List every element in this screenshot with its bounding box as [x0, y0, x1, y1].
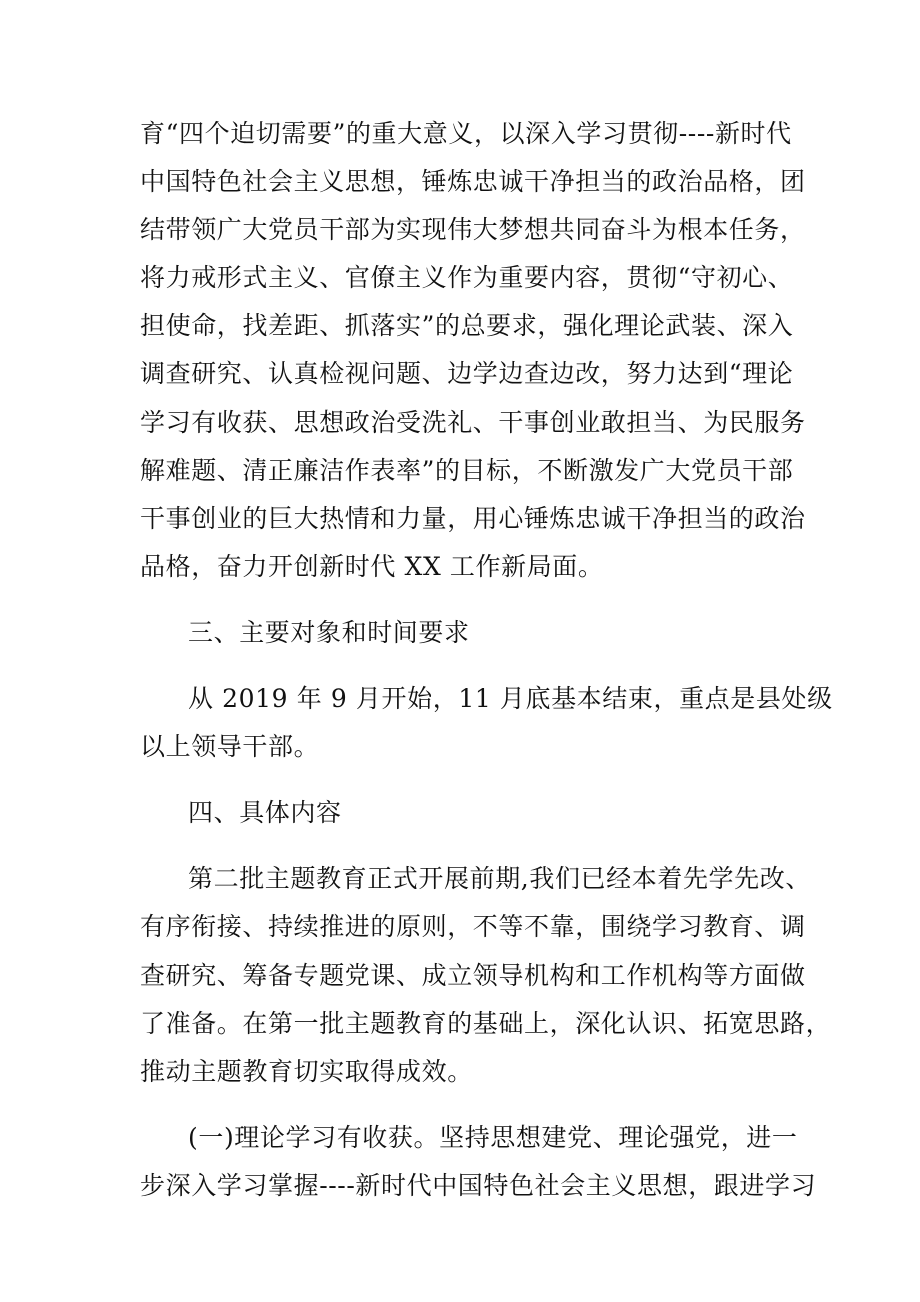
- paragraph-gap: [140, 1096, 800, 1114]
- text-line: 推动主题教育切实取得成效。: [140, 1056, 473, 1086]
- text-line: 担使命，找差距、抓落实”的总要求，强化理论武装、深入: [140, 311, 794, 341]
- text-line: 干事创业的巨大热情和力量，用心锤炼忠诚干净担当的政治: [140, 503, 806, 533]
- text-line: 有序衔接、持续推进的原则，不等不靠，围绕学习教育、调: [140, 912, 806, 942]
- paragraph-gap: [140, 771, 800, 789]
- paragraph-2: [140, 675, 833, 771]
- text-line: 育“四个迫切需要”的重大意义，以深入学习贯彻----新时代: [140, 119, 792, 148]
- paragraph-gap: [140, 837, 800, 855]
- paragraph-3: [140, 855, 832, 1095]
- text-line: 步深入学习掌握----新时代中国特色社会主义思想，跟进学习: [140, 1170, 817, 1200]
- text-line: 品格，奋力开创新时代 XX 工作新局面。: [140, 551, 604, 581]
- paragraph-4: [140, 1114, 817, 1210]
- text-line: 了准备。在第一批主题教育的基础上，深化认识、拓宽思路，: [140, 1008, 832, 1038]
- text-line: 中国特色社会主义思想，锤炼忠诚干净担当的政治品格，团: [140, 167, 806, 197]
- text-line: 第二批主题教育正式开展前期,我们已经本着先学先改、: [188, 864, 811, 894]
- text-line: 查研究、筹备专题党课、成立领导机构和工作机构等方面做: [140, 960, 806, 990]
- paragraph-gap: [140, 657, 800, 675]
- document-page: [140, 110, 833, 1210]
- section-heading-4: 四、具体内容: [188, 798, 342, 828]
- paragraph-gap: [140, 591, 800, 609]
- text-line: 从 2019 年 9 月开始，11 月底基本结束，重点是县处级: [188, 684, 833, 714]
- text-line: 以上领导干部。: [140, 732, 320, 762]
- text-line: 解难题、清正廉洁作表率”的目标，不断激发广大党员干部: [140, 455, 794, 485]
- paragraph-1: [140, 110, 806, 591]
- text-line: 将力戒形式主义、官僚主义作为重要内容，贯彻“守初心、: [140, 263, 794, 293]
- text-line: 调查研究、认真检视问题、边学边查边改，努力达到“理论: [140, 359, 794, 389]
- text-line: (一)理论学习有收获。坚持思想建党、理论强党，进一: [188, 1122, 798, 1152]
- text-line: 学习有收获、思想政治受洗礼、干事创业敢担当、为民服务: [140, 407, 806, 437]
- text-line: 结带领广大党员干部为实现伟大梦想共同奋斗为根本任务，: [140, 215, 806, 245]
- section-heading-3: 三、主要对象和时间要求: [188, 617, 470, 647]
